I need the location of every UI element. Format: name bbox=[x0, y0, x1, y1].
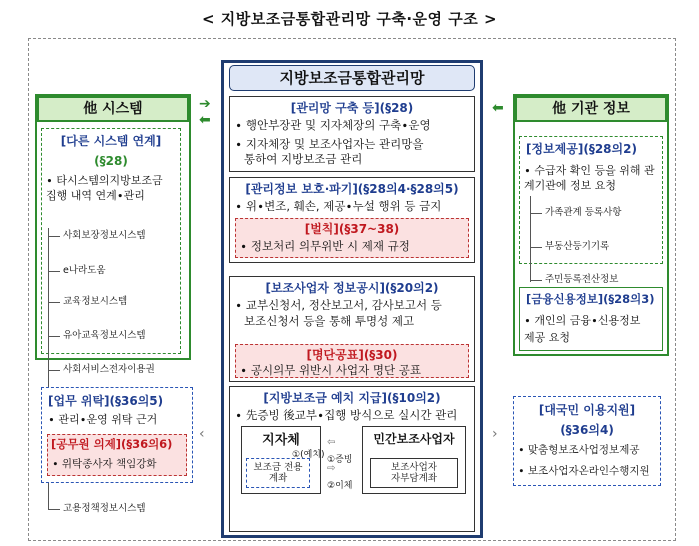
transfer-arrow-icon: ⇨ bbox=[327, 463, 336, 474]
transfer-label: ②이체 bbox=[327, 481, 353, 491]
info-provide-line-1: ∙ 수급자 확인 등을 위해 관 bbox=[524, 164, 655, 177]
right-tree-branch-2 bbox=[530, 247, 542, 248]
penalty-box bbox=[235, 218, 469, 258]
finance-box bbox=[519, 287, 663, 351]
section-deposit-line: ∙ 先증빙 後교부∙집행 방식으로 실시간 관리 bbox=[235, 408, 458, 422]
tree-branch-5 bbox=[48, 370, 60, 371]
system-item-4: 유아교육정보시스템 bbox=[63, 330, 146, 341]
left-in-arrow-icon: ➔ bbox=[199, 96, 211, 112]
system-link-line-2: 집행 내역 연계∙관리 bbox=[46, 189, 145, 202]
right-tree-trunk bbox=[530, 196, 531, 282]
section-disclosure-line-1: ∙ 교부신청서, 정산보고서, 감사보고서 등 bbox=[235, 298, 442, 312]
delegate-arrow-icon: ‹ bbox=[199, 426, 205, 442]
system-link-line-1: ∙ 타시스템의지방보조금 bbox=[46, 174, 163, 187]
delegate-heading: [업무 위탁](§36의5) bbox=[48, 394, 164, 408]
section-protect-line: ∙ 위∙변조, 훼손, 제공∙누설 행위 등 금지 bbox=[235, 199, 442, 213]
section-build-line-3: 통하여 지방보조금 관리 bbox=[244, 152, 363, 166]
section-build-line-1: ∙ 행안부장관 및 지자체장의 구축∙운영 bbox=[235, 118, 431, 132]
citizen-arrow-icon: › bbox=[492, 426, 498, 442]
info-item-3: 주민등록전산정보 bbox=[545, 274, 619, 285]
tree-branch-4 bbox=[48, 336, 60, 337]
info-provide-line-2: 계기관에 정보 요청 bbox=[524, 179, 617, 192]
system-item-6: 고용정책정보시스템 bbox=[63, 503, 146, 514]
section-build bbox=[229, 96, 475, 172]
citizen-line-2: ∙ 보조사업자온라인수행지원 bbox=[518, 465, 650, 477]
citizen-sub: (§36의4) bbox=[560, 423, 614, 437]
page-title: < 지방보조금통합관리망 구축·운영 구조 > bbox=[201, 10, 498, 28]
notice-heading: [명단공표](§30) bbox=[306, 348, 398, 362]
system-link-sub: (§28) bbox=[94, 154, 128, 168]
info-provide-heading: [정보제공](§28의2) bbox=[526, 142, 637, 156]
system-item-5: 사회서비스전자이용권 bbox=[63, 364, 155, 375]
info-item-1: 가족관계 등록사항 bbox=[545, 207, 622, 218]
notice-box bbox=[235, 344, 469, 378]
dedicated-account: 보조금 전용 계좌 bbox=[246, 458, 310, 488]
section-deposit-heading: [지방보조금 예치 지급](§10의2) bbox=[263, 391, 441, 405]
center-title: 지방보조금통합관리망 bbox=[229, 65, 475, 91]
proof-arrow-icon: ⇦ bbox=[327, 437, 336, 448]
penalty-heading: [벌칙](§37~38) bbox=[304, 222, 400, 236]
right-tree-branch-1 bbox=[530, 213, 542, 214]
section-build-line-2: ∙ 지자체장 및 보조사업자는 관리망을 bbox=[235, 137, 424, 151]
finance-line-1: ∙ 개인의 금융∙신용정보 bbox=[524, 314, 641, 327]
system-item-2: e나라도움 bbox=[63, 265, 106, 276]
finance-heading: [금융신용정보](§28의3) bbox=[526, 292, 655, 306]
notice-line: ∙ 공시의무 위반시 사업자 명단 공표 bbox=[240, 363, 422, 377]
self-burden-account: 보조사업자 자부담계좌 bbox=[370, 458, 458, 488]
system-item-1: 사회보장정보시스템 bbox=[63, 230, 146, 241]
info-item-2: 부동산등기기록 bbox=[545, 241, 610, 252]
proof-label: ①증빙 bbox=[327, 455, 353, 465]
delegate-line: ∙ 관리∙운영 위탁 근거 bbox=[48, 413, 158, 426]
tree-branch-1 bbox=[48, 236, 60, 237]
section-disclosure-line-2: 보조신청서 등을 통해 투명성 제고 bbox=[244, 314, 415, 328]
deposit-label: ①(예치) bbox=[292, 450, 325, 460]
section-disclosure-heading: [보조사업자 정보공시](§20의2) bbox=[265, 281, 439, 295]
official-box bbox=[47, 434, 187, 476]
official-line: ∙ 위탁종사자 책임강화 bbox=[52, 458, 157, 470]
system-item-3: 교육정보시스템 bbox=[63, 296, 128, 307]
citizen-heading: [대국민 이용지원] bbox=[538, 403, 636, 417]
local-gov-label: 지자체 bbox=[262, 433, 300, 448]
penalty-line: ∙ 정보처리 의무위반 시 제재 규정 bbox=[240, 239, 410, 253]
section-build-heading: [관리망 구축 등](§28) bbox=[290, 101, 414, 115]
section-protect-heading: [관리정보 보호∙파기](§28의4∙§28의5) bbox=[245, 182, 459, 196]
official-heading: [공무원 의제](§36의6) bbox=[51, 437, 173, 451]
tree-branch-3 bbox=[48, 302, 60, 303]
left-system-header: 他 시스템 bbox=[37, 96, 189, 122]
finance-line-2: 제공 요청 bbox=[524, 331, 571, 344]
system-link-heading: [다른 시스템 연계] bbox=[60, 134, 162, 148]
tree-branch-2 bbox=[48, 271, 60, 272]
left-out-arrow-icon: ⬅ bbox=[199, 112, 211, 128]
right-in-arrow-icon: ⬅ bbox=[492, 100, 504, 116]
citizen-line-1: ∙ 맞춤형보조사업정보제공 bbox=[518, 444, 640, 456]
citizen-box bbox=[513, 396, 661, 486]
right-info-header: 他 기관 정보 bbox=[515, 96, 667, 122]
tree-branch-6 bbox=[48, 509, 60, 510]
right-tree-branch-3 bbox=[530, 280, 542, 281]
private-operator-label: 민간보조사업자 bbox=[373, 432, 455, 446]
